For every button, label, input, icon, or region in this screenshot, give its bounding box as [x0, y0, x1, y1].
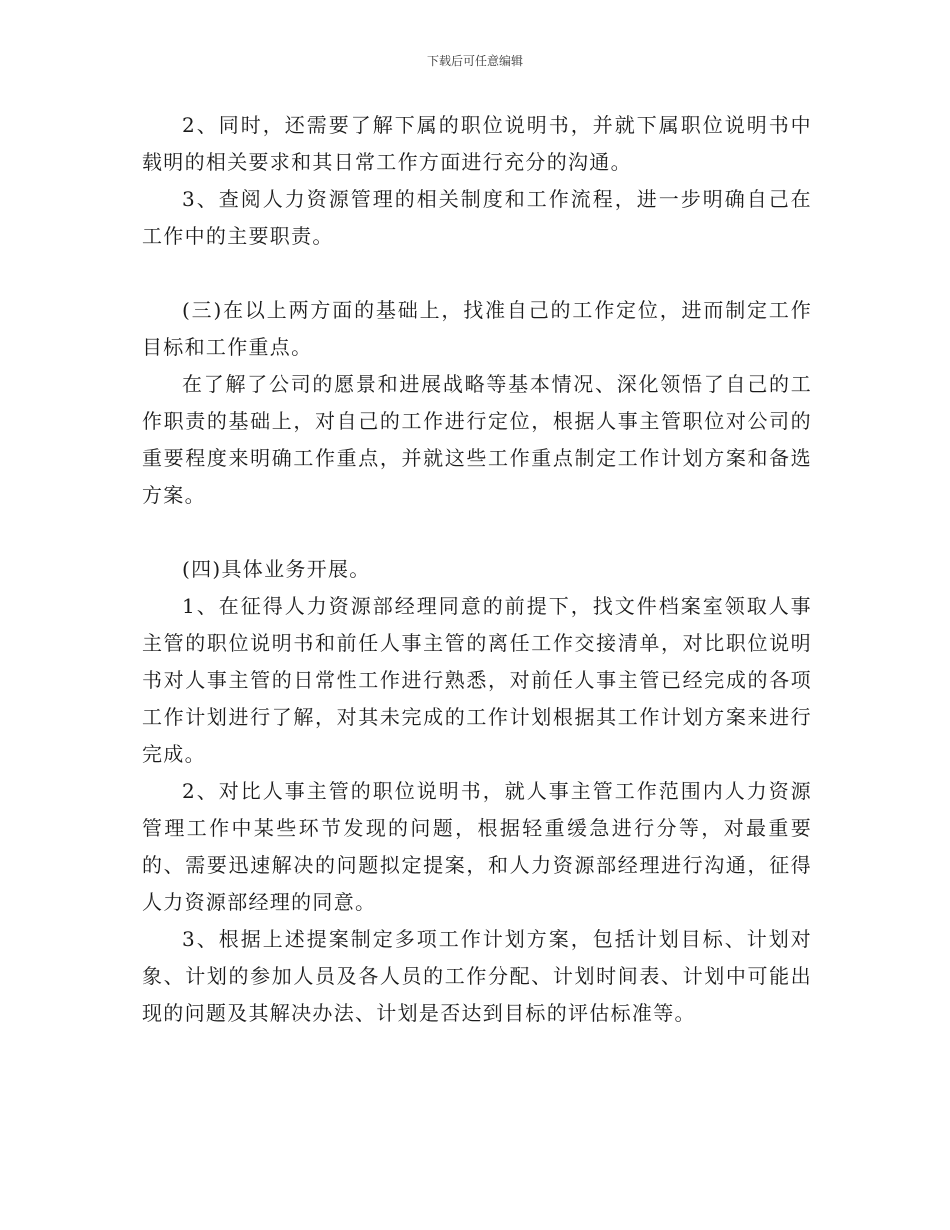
- section-heading-3: (三)在以上两方面的基础上，找准自己的工作定位，进而制定工作目标和工作重点。: [142, 298, 812, 359]
- section-heading-4: (四)具体业务开展。: [182, 557, 371, 581]
- paragraph-positioning: 在了解了公司的愿景和进展战略等基本情况、深化领悟了自己的工作职责的基础上，对自己的工作进行定位，根据人事主管职位对公司的重要程度来明确工作重点，并就这些工作重点制定工作计划方案和备选方案。: [142, 372, 812, 507]
- document-body: [142, 107, 812, 1032]
- paragraph-item-3-plan: 3、根据上述提案制定多项工作计划方案，包括计划目标、计划对象、计划的参加人员及各人员的工作分配、计划时间表、计划中可能出现的问题及其解决办法、计划是否达到目标的评估标准等。: [142, 927, 812, 1025]
- paragraph-item-2-coordination: 2、同时，还需要了解下属的职位说明书，并就下属职位说明书中载明的相关要求和其日常工作方面进行充分的沟通。: [142, 113, 812, 174]
- paragraph-item-3-review: 3、查阅人力资源管理的相关制度和工作流程，进一步明确自己在工作中的主要职责。: [142, 187, 812, 248]
- paragraph-item-2-proposal: 2、对比人事主管的职位说明书，就人事主管工作范围内人力资源管理工作中某些环节发现的问题，根据轻重缓急进行分等，对最重要的、需要迅速解决的问题拟定提案，和人力资源部经理进行沟通，征得人力资源部经理的同意。: [142, 779, 812, 914]
- page-header: 下载后可任意编辑: [426, 54, 523, 68]
- paragraph-item-1-handover: 1、在征得人力资源部经理同意的前提下，找文件档案室领取人事主管的职位说明书和前任人事主管的离任工作交接清单，对比职位说明书对人事主管的日常性工作进行熟悉，对前任人事主管已经完成的各项工作计划进行了解，对其未完成的工作计划根据其工作计划方案来进行完成。: [142, 594, 812, 766]
